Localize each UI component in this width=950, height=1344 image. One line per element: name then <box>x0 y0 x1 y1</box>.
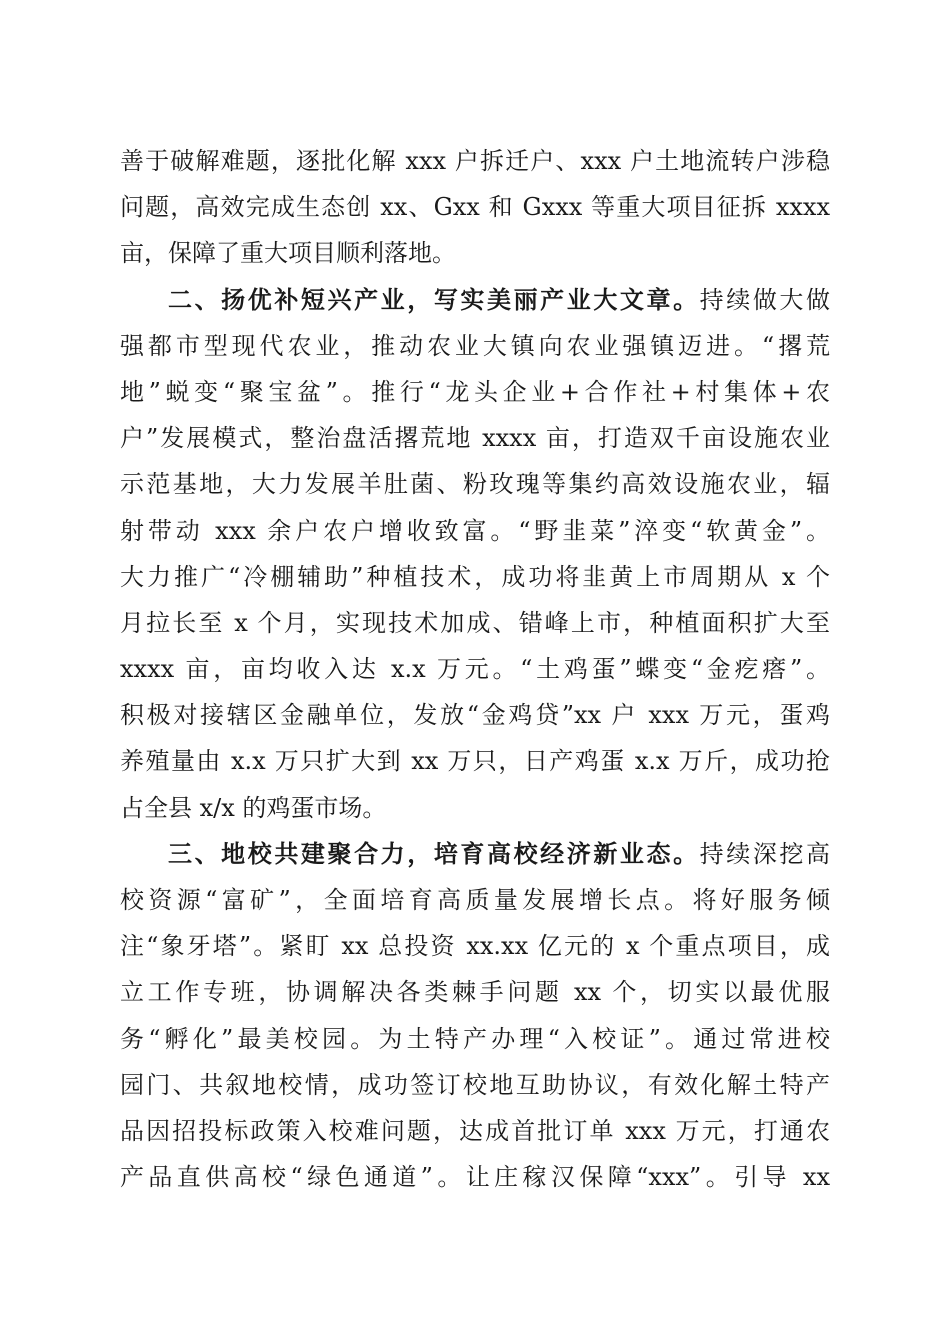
text-line: 善于破解难题，逐批化解 xxx 户拆迁户、xxx 户土地流转户涉稳 <box>120 147 830 175</box>
text-line: 月拉长至 x 个月，实现技术加成、错峰上市，种植面积扩大至 <box>120 608 830 637</box>
text-line: 立工作专班，协调解决各类棘手问题 xx 个，切实以最优服 <box>120 978 830 1007</box>
paragraph-continued <box>120 138 830 277</box>
text-line: 注“象牙塔”。紧盯 xx 总投资 xx.xx 亿元的 x 个重点项目，成 <box>120 932 830 961</box>
text-run: 持续做大做 <box>699 285 830 314</box>
text-line: 积极对接辖区金融单位，发放“金鸡贷”xx 户 xxx 万元，蛋鸡 <box>120 701 830 730</box>
text-line: 校资源“富矿”，全面培育高质量发展增长点。将好服务倾 <box>120 886 830 914</box>
section-heading-university: 三、地校共建聚合力，培育高校经济新业态。 <box>168 839 700 868</box>
text-line: 户”发展模式，整治盘活撂荒地 xxxx 亩，打造双千亩设施农业 <box>120 424 830 453</box>
text-line: 问题，高效完成生态创 xx、Gxx 和 Gxxx 等重大项目征拆 xxxx <box>120 193 830 222</box>
text-run: 持续深挖高 <box>699 839 830 868</box>
text-line-first <box>120 277 830 323</box>
text-line: 养殖量由 x.x 万只扩大到 xx 万只，日产鸡蛋 x.x 万斤，成功抢 <box>120 747 830 776</box>
text-line: 强都市型现代农业，推动农业大镇向农业强镇迈进。“撂荒 <box>120 331 830 360</box>
text-line: 示范基地，大力发展羊肚菌、粉玫瑰等集约高效设施农业，辐 <box>120 470 830 499</box>
text-line: 园门、共叙地校情，成功签订校地互助协议，有效化解土特产 <box>120 1070 830 1099</box>
text-line-first <box>120 831 830 877</box>
section-heading-industry: 二、扬优补短兴产业，写实美丽产业大文章。 <box>168 285 700 314</box>
text-line: 地”蜕变“聚宝盆”。推行“龙头企业+合作社+村集体+农 <box>120 377 830 406</box>
text-line: 射带动 xxx 余户农户增收致富。“野韭菜”淬变“软黄金”。 <box>120 516 830 545</box>
text-line: 品因招投标政策入校难问题，达成首批订单 xxx 万元，打通农 <box>120 1116 830 1145</box>
text-line: 占全县 x/x 的鸡蛋市场。 <box>120 793 387 822</box>
paragraph-university <box>120 831 830 1201</box>
text-line: xxxx 亩，亩均收入达 x.x 万元。“土鸡蛋”蝶变“金疙瘩”。 <box>120 655 830 684</box>
document-body <box>120 138 830 1200</box>
text-line: 务“孵化”最美校园。为土特产办理“入校证”。通过常进校 <box>120 1024 830 1053</box>
paragraph-industry <box>120 277 830 831</box>
text-line: 产品直供高校“绿色通道”。让庄稼汉保障“xxx”。引导 xx <box>120 1163 830 1192</box>
text-line: 大力推广“冷棚辅助”种植技术，成功将韭黄上市周期从 x 个 <box>120 562 830 591</box>
text-line: 亩，保障了重大项目顺利落地。 <box>120 239 456 268</box>
